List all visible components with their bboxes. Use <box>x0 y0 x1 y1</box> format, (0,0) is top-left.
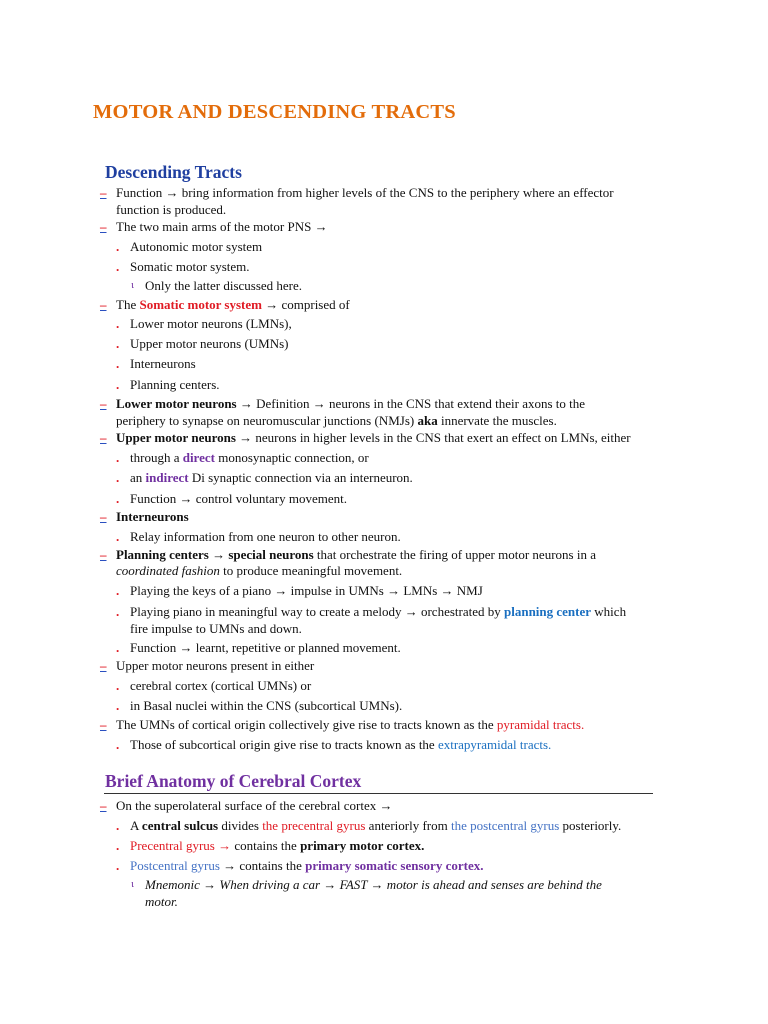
text-fragment: → Definition → neurons in the CNS that extend their axons to the <box>236 396 586 411</box>
term-precentral-gyrus: Precentral gyrus → <box>130 838 232 853</box>
text-fragment: which <box>591 604 627 619</box>
text-fragment: The UMNs of cortical origin collectively give rise to tracts known as the <box>116 717 497 732</box>
text-fragment: an <box>130 470 146 485</box>
sub-bullet-marker: ι <box>131 279 134 291</box>
list-item: Autonomic motor system <box>130 239 263 254</box>
section-heading-brief-anatomy: Brief Anatomy of Cerebral Cortex <box>105 771 362 791</box>
term-extrapyramidal-tracts: extrapyramidal tracts. <box>437 737 552 752</box>
mnemonic-text: Mnemonic → When driving a car → FAST → motor is ahead and senses are behind the <box>145 877 602 892</box>
list-item: Lower motor neurons (LMNs), <box>130 316 292 331</box>
text-fragment: → comprised of <box>261 297 350 312</box>
list-item <box>130 449 369 466</box>
list-item: Upper motor neurons (UMNs) <box>130 336 289 351</box>
text-fragment: to produce meaningful movement. <box>219 563 403 578</box>
text-fragment: innervate the muscles. <box>437 413 557 428</box>
bullet-marker: . <box>116 698 120 713</box>
text-line <box>116 546 596 563</box>
text-fragment: Playing piano in meaningful way to create a melody → orchestrated by <box>130 604 504 619</box>
list-item <box>130 857 483 874</box>
term-interneurons: Interneurons <box>116 509 189 524</box>
bullet-marker: . <box>116 239 120 254</box>
page-title: MOTOR AND DESCENDING TRACTS <box>93 101 456 123</box>
text-fragment: Those of subcortical origin give rise to tracts known as the <box>130 737 438 752</box>
text-line: Function → bring information from higher levels of the CNS to the periphery where an effector <box>116 185 614 200</box>
term-upper-motor-neurons: Upper motor neurons <box>116 430 236 445</box>
dash-marker: – <box>100 219 107 234</box>
text-fragment: A <box>130 818 142 833</box>
text-line <box>116 412 557 429</box>
bullet-marker: . <box>116 450 120 465</box>
term-postcentral-gyrus: Postcentral gyrus <box>130 858 220 873</box>
text-fragment: The <box>116 297 140 312</box>
list-item <box>130 837 424 854</box>
list-item <box>130 603 626 620</box>
section-heading-descending-tracts: Descending Tracts <box>105 162 242 182</box>
text-line <box>116 716 584 733</box>
text-line <box>116 562 402 579</box>
bullet-marker: . <box>116 640 120 655</box>
text-fragment: → <box>208 547 229 562</box>
term-lower-motor-neurons: Lower motor neurons <box>116 396 237 411</box>
term-indirect: indirect <box>145 470 189 485</box>
text-line: fire impulse to UMNs and down. <box>130 621 302 636</box>
text-line <box>116 429 631 446</box>
term-direct: direct <box>182 450 215 465</box>
dash-marker: – <box>100 509 107 524</box>
bullet-marker: . <box>116 838 120 853</box>
bullet-marker: . <box>116 678 120 693</box>
list-item <box>130 736 551 753</box>
bullet-marker: . <box>116 818 120 833</box>
bullet-marker: . <box>116 356 120 371</box>
list-item: Relay information from one neuron to other neuron. <box>130 529 401 544</box>
text-line: function is produced. <box>116 202 227 217</box>
text-line <box>116 296 350 313</box>
bullet-marker: . <box>116 858 120 873</box>
text-fragment: → neurons in higher levels in the CNS that exert an effect on LMNs, either <box>235 430 631 445</box>
dash-marker: – <box>100 717 107 732</box>
text-fragment: through a <box>130 450 183 465</box>
bullet-marker: . <box>116 377 120 392</box>
term-somatic-motor-system: Somatic motor system <box>139 297 262 312</box>
list-item: Somatic motor system. <box>130 259 250 274</box>
text-fragment: monosynaptic connection, or <box>214 450 369 465</box>
heading-underline <box>104 793 653 794</box>
text-fragment: that orchestrate the firing of upper motor neurons in a <box>313 547 596 562</box>
term-planning-centers: Planning centers <box>116 547 209 562</box>
text-fragment: periphery to synapse on neuromuscular junctions (NMJs) <box>116 413 418 428</box>
mnemonic-text: motor. <box>145 894 178 909</box>
text-line: On the superolateral surface of the cerebral cortex → <box>116 798 393 813</box>
text-fragment: → contains the <box>219 858 306 873</box>
list-item: Only the latter discussed here. <box>145 278 303 293</box>
bullet-marker: . <box>116 491 120 506</box>
sub-bullet-marker: ι <box>131 878 134 890</box>
text-line: The two main arms of the motor PNS → <box>116 219 328 234</box>
list-item <box>130 469 413 486</box>
bullet-marker: . <box>116 583 120 598</box>
dash-marker: – <box>100 547 107 562</box>
text-line <box>116 395 585 412</box>
bullet-marker: . <box>116 529 120 544</box>
text-fragment: anteriorly from <box>365 818 451 833</box>
text-fragment: posteriorly. <box>559 818 622 833</box>
dash-marker: – <box>100 658 107 673</box>
bullet-marker: . <box>116 737 120 752</box>
list-item: Interneurons <box>130 356 196 371</box>
term-aka: aka <box>417 413 438 428</box>
text-line: Upper motor neurons present in either <box>116 658 315 673</box>
list-item <box>130 817 621 834</box>
bullet-marker: . <box>116 316 120 331</box>
dash-marker: – <box>100 396 107 411</box>
text-fragment: divides <box>218 818 263 833</box>
text-fragment: Di synaptic connection via an interneuron. <box>188 470 413 485</box>
dash-marker: – <box>100 297 107 312</box>
list-item: cerebral cortex (cortical UMNs) or <box>130 678 312 693</box>
bullet-marker: . <box>116 336 120 351</box>
term-special-neurons: special neurons <box>228 547 314 562</box>
term-postcentral-gyrus: the postcentral gyrus <box>450 818 560 833</box>
bullet-marker: . <box>116 470 120 485</box>
term-pyramidal-tracts: pyramidal tracts. <box>496 717 585 732</box>
list-item: in Basal nuclei within the CNS (subcortical UMNs). <box>130 698 403 713</box>
list-item: Function → control voluntary movement. <box>130 491 347 506</box>
dash-marker: – <box>100 798 107 813</box>
list-item: Function → learnt, repetitive or planned movement. <box>130 640 401 655</box>
bullet-marker: . <box>116 259 120 274</box>
text-fragment: contains the <box>231 838 301 853</box>
term-central-sulcus: central sulcus <box>141 818 219 833</box>
term-primary-somatic-sensory-cortex: primary somatic sensory cortex. <box>305 858 484 873</box>
term-planning-center: planning center <box>504 604 592 619</box>
bullet-marker: . <box>116 604 120 619</box>
list-item: Planning centers. <box>130 377 220 392</box>
term-coordinated-fashion: coordinated fashion <box>116 563 220 578</box>
dash-marker: – <box>100 185 107 200</box>
list-item: Playing the keys of a piano → impulse in UMNs → LMNs → NMJ <box>130 583 483 598</box>
dash-marker: – <box>100 430 107 445</box>
term-precentral-gyrus: the precentral gyrus <box>262 818 366 833</box>
term-primary-motor-cortex: primary motor cortex. <box>300 838 425 853</box>
